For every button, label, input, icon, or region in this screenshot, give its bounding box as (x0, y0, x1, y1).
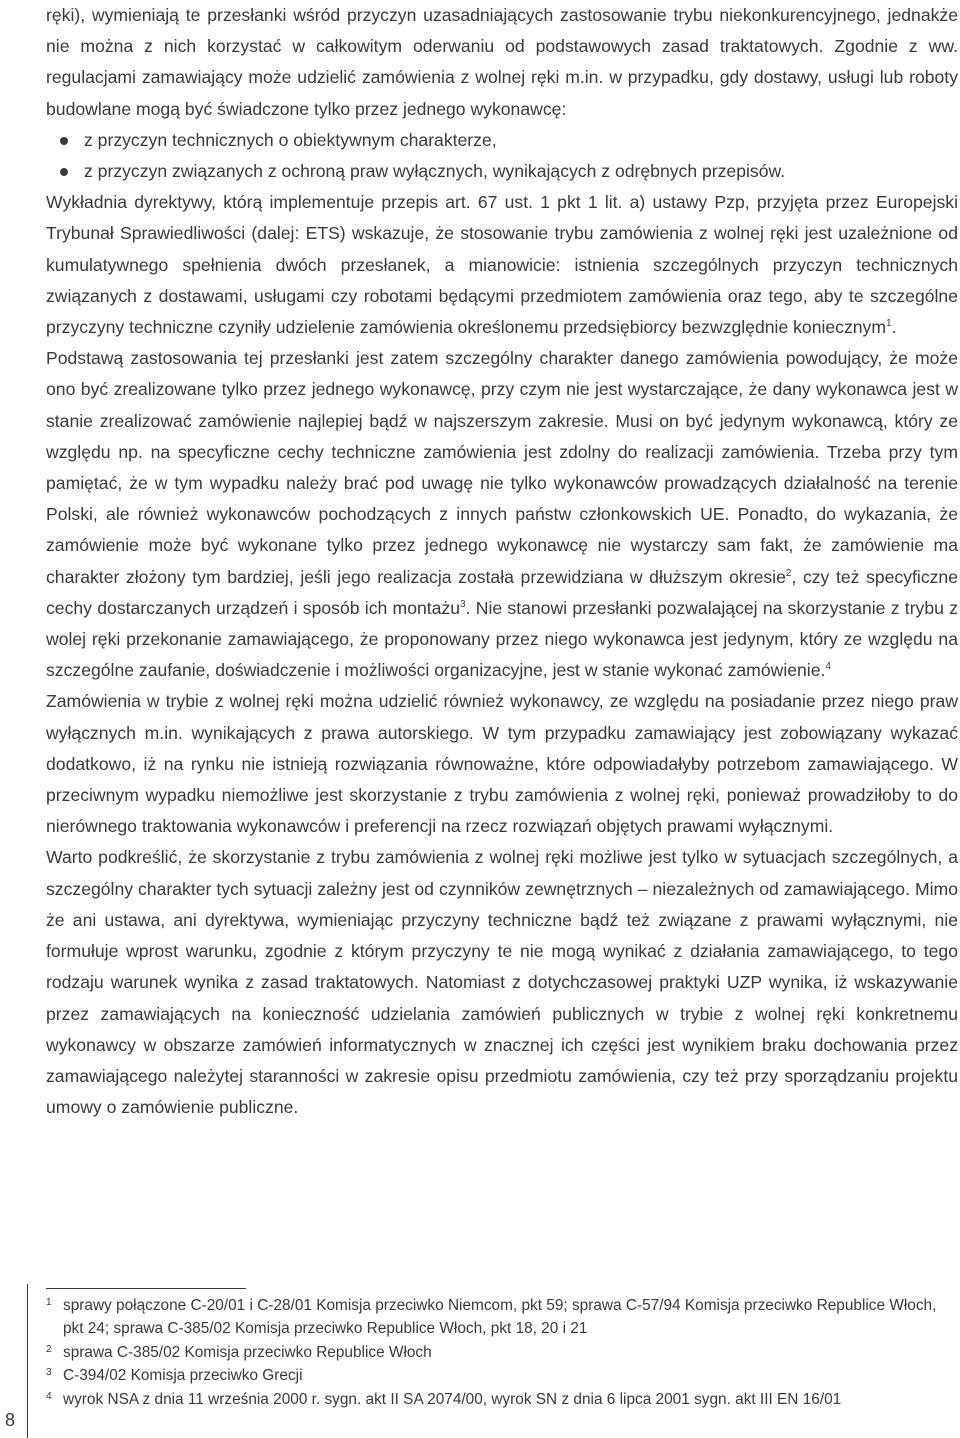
paragraph-exclusive-rights: Zamówienia w trybie z wolnej ręki można udzielić również wykonawcy, ze względu na posiadanie przez niego praw wyłącznych m.in. wynikających z prawa autorskiego. W tym przypadku zamawiający jest zobowiązany wykazać dodatkowo, iż na rynku nie istnieją rozwiązania równoważne, które odpowiadałyby potrzebom zamawiającego. W przeciwnym wypadku niemożliwe jest skorzystanie z trybu zamówienia z wolnej ręki, ponieważ prowadziłoby to do nierównego traktowania wykonawców i preferencji na rzecz rozwiązań objętych prawami wyłącznymi. (46, 691, 958, 837)
paragraph-ets (46, 187, 958, 343)
paragraph-basis-text-b: , czy też specyficzne cechy dostarczanych urządzeń i sposób ich montażu (46, 566, 958, 618)
footnote-number: 1 (46, 1297, 52, 1308)
footnote-text: sprawa C-385/02 Komisja przeciwko Republice Włoch (63, 1343, 432, 1361)
footnote-divider (46, 1288, 246, 1289)
footnote-ref-1[interactable]: 1 (886, 318, 892, 330)
paragraph-basis-text-a: Podstawą zastosowania tej przesłanki jest zatem szczególny charakter danego zamówienia powodujący, że może ono być zrealizowane tylko przez jednego wykonawcę, przy czym nie jest wystarczające, że dany wykonawca jest w stanie zrealizować zamówienie najlepiej bądź w najszerszym zakresie. Musi on być jedynym wykonawcą, który ze względu np. na specyficzne cechy techniczne zamówienia jest zdolny do realizacji zamówienia. Trzeba przy tym pamiętać, że w tym wypadku należy brać pod uwagę nie tylko wykonawców prowadzących działalność na terenie Polski, ale również wykonawców pochodzących z innych państw członkowskich UE. Ponadto, do wykazania, że zamówienie może być wykonane tylko przez jednego wykonawcę nie wystarczy sam fakt, że zamówienie ma charakter złożony tym bardziej, jeśli jego realizacja została przewidziana w dłuższym okresie (46, 348, 958, 587)
paragraph-ets-end: . (891, 317, 897, 338)
footnote-text: C-394/02 Komisja przeciwko Grecji (63, 1367, 303, 1385)
footnote-ref-4[interactable]: 4 (825, 661, 831, 673)
paragraph-basis (46, 343, 958, 686)
footnote-ref-2[interactable]: 2 (785, 567, 792, 579)
footnote-text: sprawy połączone C-20/01 i C-28/01 Komisja przeciwko Niemcom, pkt 59; sprawa C-57/94 Komisja przeciwko Republice Włoch, pkt 24; sprawa C-385/02 Komisja przeciwko Republice Włoch, pkt 18, 20 i 21 (63, 1297, 937, 1338)
footnotes (46, 1294, 958, 1411)
footnote-ref-3[interactable]: 3 (460, 599, 466, 610)
paragraph-basis-text-c: . Nie stanowi przesłanki pozwalającej na skorzystanie z trybu z wolej ręki przekonanie zamawiającego, że proponowany przez niego wykonawca jest jedynym, który ze względu na szczególne zaufanie, doświadczenie i możliwości organizacyjne, jest w stanie wykonać zamówienie. (46, 597, 958, 681)
bullet-list (46, 125, 958, 187)
list-item-text: z przyczyn związanych z ochroną praw wyłącznych, wynikających z odrębnych przepisów. (84, 161, 786, 182)
paragraph-conclusion: Warto podkreślić, że skorzystanie z trybu zamówienia z wolnej ręki możliwe jest tylko w sytuacjach szczególnych, a szczególny charakter tych sytuacji zależny jest od czynników zewnętrznych – niezależnych od zamawiającego. Mimo że ani ustawa, ani dyrektywa, wymieniając przyczyny techniczne bądź też związane z prawami wyłącznymi, nie formułuje wprost warunku, zgodnie z którym przyczyny te nie mogą wynikać z działania zamawiającego, to tego rodzaju warunek wynika z zasad traktatowych. Natomiast z dotychczasowej praktyki UZP wynika, iż wskazywanie przez zamawiających na konieczność udzielania zamówień publicznych w trybie z wolnej ręki konkretnemu wykonawcy w obszarze zamówień informatycznych w znacznej ich części jest wynikiem braku dochowania przez zamawiającego należytej staranności w zakresie opisu przedmiotu zamówienia, czy też przy sporządzaniu projektu umowy o zamówienie publiczne. (46, 847, 958, 1118)
footnote-number: 3 (46, 1367, 52, 1379)
main-text (46, 0, 958, 1123)
footnote (46, 1294, 958, 1341)
page-number: 8 (5, 1410, 16, 1430)
bullet-icon (60, 137, 68, 145)
footnote (46, 1341, 958, 1364)
footnote-number: 4 (46, 1390, 52, 1402)
margin-rule (27, 1284, 28, 1438)
paragraph-ets-text: Wykładnia dyrektywy, którą implementuje przepis art. 67 ust. 1 pkt 1 lit. a) ustawy Pzp, przyjęta przez Europejski Trybunał Sprawiedliwości (dalej: ETS) wskazuje, że stosowanie trybu zamówienia z wolnej ręki jest uzależnione od kumulatywnego spełnienia dwóch przesłanek, a mianowicie: istnienia szczególnych przyczyn technicznych związanych z dostawami, usługami czy robotami będącymi przedmiotem zamówienia oraz tego, aby te szczególne przyczyny techniczne czyniły udzielenie zamówienia określonemu przedsiębiorcy bezwzględnie koniecznym (46, 192, 958, 338)
footnote (46, 1388, 958, 1411)
footnote-text: wyrok NSA z dnia 11 września 2000 r. sygn. akt II SA 2074/00, wyrok SN z dnia 6 lipca 2001 sygn. akt III EN 16/01 (63, 1390, 842, 1408)
list-item (46, 125, 958, 156)
bullet-icon (60, 168, 68, 176)
list-item-text: z przyczyn technicznych o obiektywnym charakterze, (84, 129, 497, 150)
list-item (46, 156, 958, 187)
footnote-number: 2 (46, 1343, 52, 1355)
paragraph-intro: ręki), wymieniają te przesłanki wśród przyczyn uzasadniających zastosowanie trybu niekonkurencyjnego, jednakże nie można z nich korzystać w całkowitym oderwaniu od podstawowych zasad traktatowych. Zgodnie z ww. regulacjami zamawiający może udzielić zamówienia z wolnej ręki m.in. w przypadku, gdy dostawy, usługi lub roboty budowlane mogą być świadczone tylko przez jednego wykonawcę: (46, 5, 958, 119)
footnote (46, 1364, 958, 1387)
